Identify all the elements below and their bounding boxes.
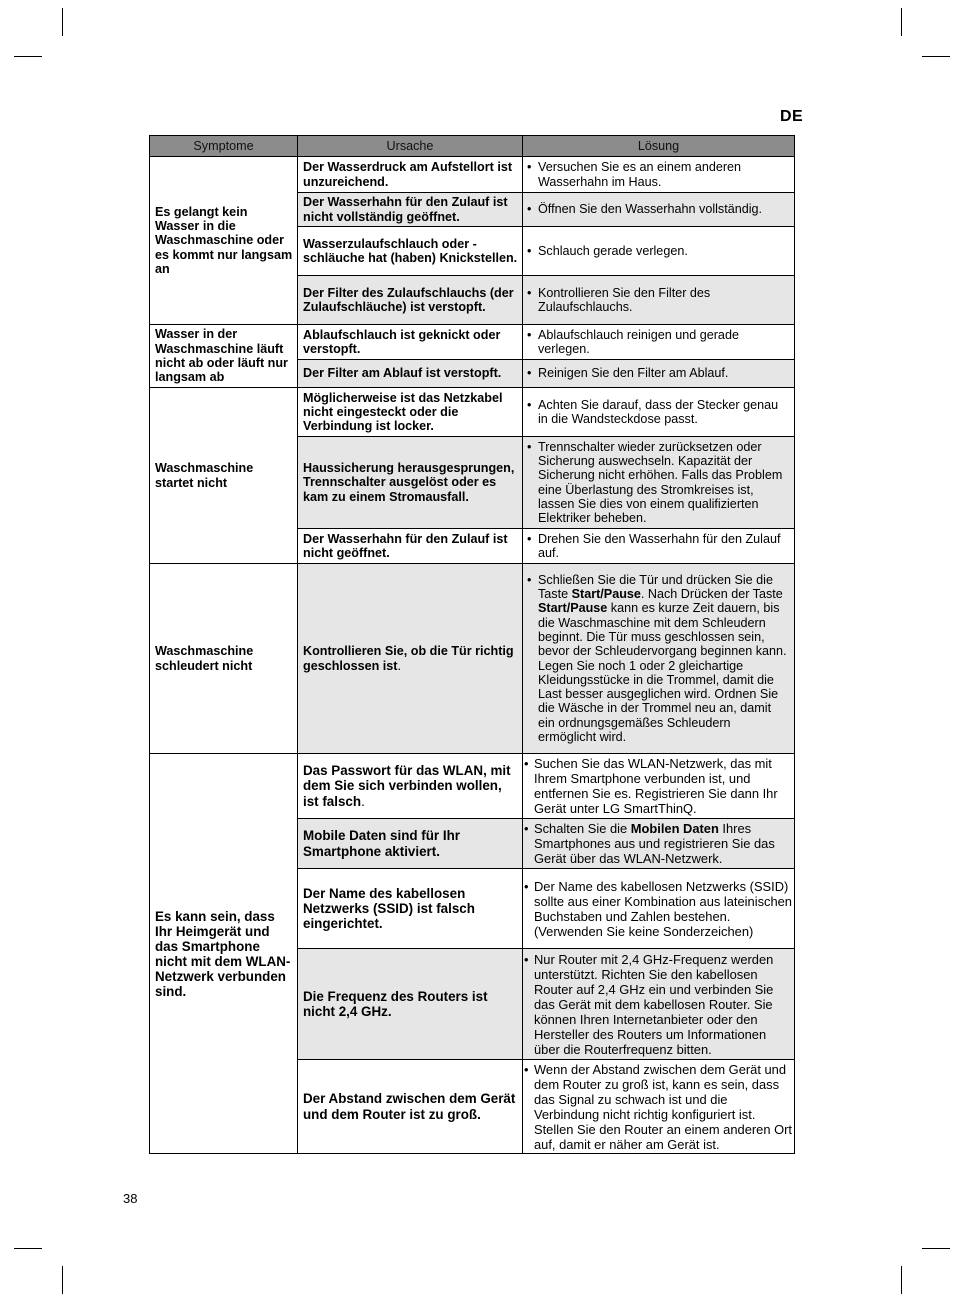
bullet: • [524, 878, 529, 894]
troubleshooting-table [149, 135, 795, 1154]
solution-text: Ablaufschlauch reinigen und gerade verlegen. [538, 327, 739, 356]
solution-cell [523, 276, 795, 325]
table-row [150, 754, 795, 819]
table-row [150, 157, 795, 193]
solution-cell [523, 529, 795, 564]
table-header-row [150, 136, 795, 157]
symptom-cell: Es kann sein, dass Ihr Heimgerät und das Smartphone nicht mit dem WLAN-Netzwerk verbunden sind. [150, 754, 298, 1154]
solution-cell [523, 819, 795, 869]
start-pause-label: Start/Pause [571, 587, 641, 602]
solution-text: Versuchen Sie es an einem anderen Wasserhahn im Haus. [538, 160, 742, 189]
crop-mark [62, 8, 63, 36]
bullet: • [527, 397, 532, 412]
crop-mark [901, 8, 902, 36]
crop-mark [922, 1248, 950, 1249]
solution-cell [523, 1060, 795, 1154]
bullet: • [527, 327, 532, 342]
crop-mark [922, 56, 950, 57]
cause-period: . [397, 658, 401, 673]
bullet: • [527, 243, 532, 258]
cause-text: Das Passwort für das WLAN, mit dem Sie sich verbinden wollen, ist falsch [303, 763, 511, 809]
cause-cell: Der Wasserhahn für den Zulauf ist nicht vollständig geöffnet. [298, 193, 523, 227]
solution-cell [523, 325, 795, 360]
table-row [150, 564, 795, 754]
symptom-cell: Waschmaschine startet nicht [150, 388, 298, 564]
header-cause: Ursache [298, 136, 523, 157]
cause-cell: Ablaufschlauch ist geknickt oder verstopft. [298, 325, 523, 360]
language-label: DE [780, 108, 804, 125]
bullet: • [524, 951, 529, 967]
header-symptoms: Symptome [150, 136, 298, 157]
solution-text: Schlauch gerade verlegen. [538, 243, 688, 258]
bullet: • [527, 572, 532, 587]
crop-mark [14, 56, 42, 57]
cause-cell: Der Abstand zwischen dem Gerät und dem Router ist zu groß. [298, 1060, 523, 1154]
symptom-cell: Es gelangt kein Wasser in die Waschmaschine oder es kommt nur langsam an [150, 157, 298, 325]
solution-text: Reinigen Sie den Filter am Ablauf. [538, 366, 729, 381]
solution-text: Suchen Sie das WLAN-Netzwerk, das mit Ihrem Smartphone verbunden ist, und entfernen Sie es. Registrieren Sie dann Ihr Gerät unter LG SmartThinQ. [534, 756, 778, 816]
bullet: • [524, 1061, 529, 1077]
solution-text: Achten Sie darauf, dass der Stecker genau in die Wandsteckdose passt. [538, 397, 779, 426]
cause-cell: Der Filter des Zulaufschlauchs (der Zulaufschläuche) ist verstopft. [298, 276, 523, 325]
symptom-cell: Wasser in der Waschmaschine läuft nicht ab oder läuft nur langsam ab [150, 325, 298, 388]
cause-cell [298, 564, 523, 754]
cause-cell: Wasserzulaufschlauch oder -schläuche hat (haben) Knickstellen. [298, 227, 523, 276]
solution-text: Drehen Sie den Wasserhahn für den Zulauf auf. [538, 531, 781, 560]
symptom-cell: Waschmaschine schleudert nicht [150, 564, 298, 754]
solution-cell [523, 193, 795, 227]
solution-cell [523, 360, 795, 388]
solution-text: Kontrollieren Sie den Filter des Zulaufschlauchs. [538, 285, 711, 314]
bullet: • [524, 821, 529, 836]
bullet: • [527, 160, 532, 175]
cause-period: . [361, 793, 365, 809]
solution-text: Nur Router mit 2,4 GHz-Frequenz werden unterstützt. Richten Sie den kabellosen Router auf 2,4 GHz ein und verbinden Sie das Gerät mit dem kabellosen Router. Sie können Ihren Internetanbieter oder den Hersteller des Routers um Informationen über die Routerfrequenz bitten. [534, 951, 774, 1057]
cause-text: Kontrollieren Sie, ob die Tür richtig geschlossen ist [303, 644, 514, 673]
bullet: • [527, 439, 532, 454]
crop-mark [62, 1266, 63, 1294]
cause-cell: Der Filter am Ablauf ist verstopft. [298, 360, 523, 388]
crop-mark [901, 1266, 902, 1294]
page-number: 38 [123, 1191, 138, 1206]
solution-cell [523, 564, 795, 754]
header-solution: Lösung [523, 136, 795, 157]
cause-cell: Der Name des kabellosen Netzwerks (SSID) ist falsch eingerichtet. [298, 869, 523, 949]
cause-cell: Mobile Daten sind für Ihr Smartphone aktiviert. [298, 819, 523, 869]
cause-cell: Möglicherweise ist das Netzkabel nicht eingesteckt oder die Verbindung ist locker. [298, 388, 523, 437]
solution-text: Schließen Sie die Tür und drücken Sie die Taste Start/Pause. Nach Drücken der Taste Start/Pause kann es kurze Zeit dauern, bis die Waschmaschine mit dem Schleudern beginnt. Die Tür muss geschlossen sein, bevor der Schleudervorgang beginnen kann. Legen Sie noch 1 oder 2 gleichartige Kleidungsstücke in die Trommel, damit die Last besser ausgeglichen wird. Ordnen Sie die Wäsche in der Trommel neu an, damit ein ordnungsgemäßes Schleudern ermöglicht wird. [538, 572, 787, 744]
crop-mark [14, 1248, 42, 1249]
solution-text: Schalten Sie die Mobilen Daten Ihres Smartphones aus und registrieren Sie das Gerät über das WLAN-Netzwerk. [534, 821, 775, 866]
solution-cell [523, 157, 795, 193]
start-pause-label: Start/Pause [538, 601, 608, 616]
solution-cell [523, 949, 795, 1060]
solution-text: Öffnen Sie den Wasserhahn vollständig. [538, 202, 763, 217]
cause-cell: Die Frequenz des Routers ist nicht 2,4 GHz. [298, 949, 523, 1060]
solution-cell [523, 227, 795, 276]
solution-text: Der Name des kabellosen Netzwerks (SSID) sollte aus einer Kombination aus lateinischen Buchstaben und Zahlen bestehen. (Verwenden Sie keine Sonderzeichen) [534, 878, 792, 939]
mobile-data-label: Mobilen Daten [630, 821, 719, 836]
table-row [150, 388, 795, 437]
solution-text: Trennschalter wieder zurücksetzen oder Sicherung auswechseln. Kapazität der Sicherung nicht erhöhen. Falls das Problem eine Überlastung des Stromkreises ist, lassen Sie dies von einem qualifizierten Elektriker beheben. [538, 439, 783, 526]
bullet: • [527, 285, 532, 300]
bullet: • [524, 756, 529, 771]
solution-cell [523, 869, 795, 949]
solution-cell [523, 754, 795, 819]
bullet: • [527, 202, 532, 217]
cause-cell [298, 754, 523, 819]
cause-cell: Haussicherung herausgesprungen, Trennschalter ausgelöst oder es kam zu einem Stromausfall. [298, 437, 523, 529]
bullet: • [527, 531, 532, 546]
table-row [150, 325, 795, 360]
solution-cell [523, 388, 795, 437]
bullet: • [527, 366, 532, 381]
cause-cell: Der Wasserdruck am Aufstellort ist unzureichend. [298, 157, 523, 193]
solution-text: Wenn der Abstand zwischen dem Gerät und dem Router zu groß ist, kann es sein, dass das Signal zu schwach ist und die Verbindung nicht richtig konfiguriert ist. Stellen Sie den Router an einem anderen Ort auf, damit er näher am Gerät ist. [534, 1061, 792, 1152]
cause-cell: Der Wasserhahn für den Zulauf ist nicht geöffnet. [298, 529, 523, 564]
solution-cell [523, 437, 795, 529]
